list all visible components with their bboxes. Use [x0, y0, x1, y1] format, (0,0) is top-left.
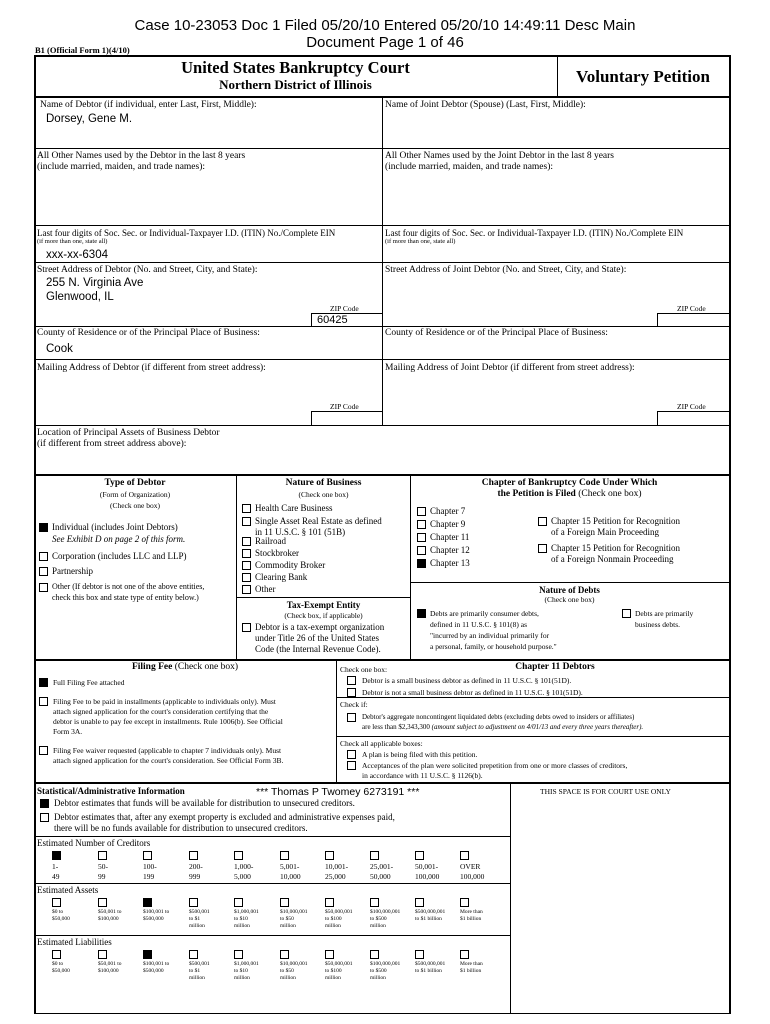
joint-mailing-zip-box — [657, 411, 730, 426]
fee-waiver-checkbox[interactable] — [39, 746, 48, 755]
creditors-option-0-checkbox[interactable] — [52, 851, 61, 860]
no-funds-line2: there will be no funds available for distribution to unsecured creditors. — [54, 823, 308, 833]
corporation-checkbox[interactable] — [39, 552, 48, 561]
creditors-option-9-text-0: OVER — [460, 862, 481, 871]
debtor-street-line1[interactable]: 255 N. Virginia Ave — [46, 277, 144, 289]
installments-line1: Filing Fee to be paid in installments (applicable to individuals only). Must — [53, 697, 276, 706]
stockbroker-label: Stockbroker — [255, 548, 299, 558]
debtor-mailing-zip-box — [311, 411, 383, 426]
liabilities-option-5-text-0: $10,000,001 — [280, 961, 308, 967]
liabilities-option-3-checkbox[interactable] — [189, 950, 198, 959]
chapter-15-main-label: Chapter 15 Petition for Recognition — [551, 516, 680, 526]
corporation-label: Corporation (includes LLC and LLP) — [52, 551, 187, 561]
assets-option-3-checkbox[interactable] — [189, 898, 198, 907]
liabilities-option-7-text-0: $100,000,001 — [370, 961, 401, 967]
assets-option-7-text-0: $100,000,001 — [370, 909, 401, 915]
ch11-check-one: Check one box: — [340, 665, 388, 674]
consumer-debts-line2: defined in 11 U.S.C. § 101(8) as — [430, 620, 528, 629]
court-district: Northern District of Illinois — [219, 77, 372, 92]
chapter-15-nonmain-label-cont: of a Foreign Nonmain Proceeding — [551, 554, 674, 564]
creditors-option-2-text-0: 100- — [143, 862, 157, 871]
installments-line2: attach signed application for the court's consideration certifying that the — [53, 707, 269, 716]
assets-option-8-checkbox[interactable] — [415, 898, 424, 907]
assets-option-6-checkbox[interactable] — [325, 898, 334, 907]
liabilities-option-4-text-2: million — [234, 975, 250, 981]
funds-available-label: Debtor estimates that funds will be available for distribution to unsecured creditors. — [54, 798, 355, 808]
liabilities-options — [0, 950, 511, 1000]
chapter-title: Chapter of Bankruptcy Code Under Which — [481, 478, 658, 488]
liabilities-option-0-text-0: $0 to — [52, 961, 64, 967]
assets-option-6-text-1: to $100 — [325, 916, 342, 922]
liabilities-option-6-checkbox[interactable] — [325, 950, 334, 959]
attorney-line: *** Thomas P Twomey 6273191 *** — [256, 786, 420, 798]
other-entity-label: Other (If debtor is not one of the above entities, — [52, 582, 205, 591]
liabilities-option-2-checkbox[interactable] — [143, 950, 152, 959]
joint-mailing-label: Mailing Address of Joint Debtor (if different from street address): — [385, 363, 635, 373]
railroad-checkbox[interactable] — [242, 537, 251, 546]
debtor-street-line2[interactable]: Glenwood, IL — [46, 291, 114, 303]
individual-label: Individual (includes Joint Debtors) — [52, 522, 178, 532]
statistical-title: Statistical/Administrative Information — [37, 786, 185, 796]
assets-option-0-checkbox[interactable] — [52, 898, 61, 907]
debtor-street-label: Street Address of Debtor (No. and Street, City, and State): — [37, 265, 258, 275]
assets-option-3-text-0: $500,001 — [189, 909, 210, 915]
chapter-12-label: Chapter 12 — [430, 545, 470, 555]
debtor-county-label: County of Residence or of the Principal Place of Business: — [37, 328, 260, 338]
chapter-15-nonmain-checkbox[interactable] — [538, 544, 547, 553]
filing-fee-title-bold: Filing Fee — [131, 662, 173, 672]
court-use-only: THIS SPACE IS FOR COURT USE ONLY — [540, 787, 671, 796]
creditors-option-0-text-1: 49 — [52, 872, 60, 881]
debtor-name-value[interactable]: Dorsey, Gene M. — [46, 113, 133, 125]
joint-ssn-note: (if more than one, state all) — [385, 238, 456, 245]
assets-option-2-checkbox[interactable] — [143, 898, 152, 907]
full-fee-checkbox[interactable] — [39, 678, 48, 687]
aggregate-debts-adjustment: (amount subject to adjustment on 4/01/13 and every three years thereafter). — [431, 723, 644, 731]
chapter-15-main-label-cont: of a Foreign Main Proceeding — [551, 527, 659, 537]
liabilities-option-4-text-0: $1,000,001 — [234, 961, 259, 967]
assets-option-6-text-2: million — [325, 923, 341, 929]
creditors-option-5-text-0: 5,001- — [280, 862, 300, 871]
other-business-label: Other — [255, 584, 276, 594]
liabilities-label: Estimated Liabilities — [37, 937, 112, 947]
creditors-option-3-text-0: 200- — [189, 862, 203, 871]
creditors-option-7-checkbox[interactable] — [370, 851, 379, 860]
plan-filed-label: A plan is being filed with this petition. — [362, 750, 478, 759]
creditors-option-1-text-1: 99 — [98, 872, 106, 881]
liabilities-option-9-checkbox[interactable] — [460, 950, 469, 959]
assets-option-1-text-0: $50,001 to — [98, 909, 122, 915]
case-header-line1: Case 10-23053 Doc 1 Filed 05/20/10 Entered 05/20/10 14:49:11 Desc Main — [134, 17, 636, 34]
no-funds-line1: Debtor estimates that, after any exempt property is excluded and administrative expenses paid, — [54, 812, 395, 822]
joint-ssn-label: Last four digits of Soc. Sec. or Individual-Taxpayer I.D. (ITIN) No./Complete EIN — [385, 228, 684, 238]
chapter-9-checkbox[interactable] — [417, 520, 426, 529]
consumer-debts-line1: Debts are primarily consumer debts, — [430, 609, 539, 618]
creditors-label: Estimated Number of Creditors — [37, 838, 151, 848]
liabilities-option-5-text-2: million — [280, 975, 296, 981]
creditors-option-6-checkbox[interactable] — [325, 851, 334, 860]
liabilities-option-1-checkbox[interactable] — [98, 950, 107, 959]
liabilities-option-9-text-1: $1 billion — [460, 968, 482, 974]
business-debts-line2: business debts. — [635, 620, 680, 629]
assets-option-7-checkbox[interactable] — [370, 898, 379, 907]
commodity-broker-checkbox[interactable] — [242, 561, 251, 570]
acceptances-line2: in accordance with 11 U.S.C. § 1126(b). — [362, 771, 483, 780]
ch11-check-if: Check if: — [340, 700, 368, 709]
ch11-check-all: Check all applicable boxes: — [340, 739, 423, 748]
nature-of-debts-sub: (Check one box) — [544, 595, 595, 604]
single-asset-checkbox[interactable] — [242, 517, 251, 526]
liabilities-option-9-text-0: More than — [460, 961, 483, 967]
debtor-ssn-label: Last four digits of Soc. Sec. or Individual-Taxpayer I.D. (ITIN) No./Complete EIN — [37, 228, 336, 238]
no-funds-checkbox[interactable] — [40, 813, 49, 822]
joint-mailing-zip-label: ZIP Code — [677, 402, 706, 411]
creditors-option-3-text-1: 999 — [189, 872, 201, 881]
chapter-7-label: Chapter 7 — [430, 506, 466, 516]
creditors-option-1-text-0: 50- — [98, 862, 108, 871]
assets-option-5-checkbox[interactable] — [280, 898, 289, 907]
installments-line3: debtor is unable to pay fee except in installments. Rule 1006(b). See Official — [53, 717, 283, 726]
aggregate-debts-checkbox[interactable] — [347, 713, 356, 722]
funds-available-checkbox[interactable] — [40, 799, 49, 808]
assets-option-0-text-0: $0 to — [52, 909, 64, 915]
installments-checkbox[interactable] — [39, 697, 48, 706]
creditors-option-2-text-1: 199 — [143, 872, 155, 881]
creditors-option-7-text-1: 50,000 — [370, 872, 391, 881]
debtor-ssn-note: (if more than one, state all) — [37, 238, 108, 245]
assets-option-2-text-1: $500,000 — [143, 916, 164, 922]
creditors-option-7-text-0: 25,001- — [370, 862, 394, 871]
ch11-title: Chapter 11 Debtors — [515, 662, 595, 672]
debtor-name-label: Name of Debtor (if individual, enter Last, First, Middle): — [40, 100, 257, 110]
creditors-option-5-text-1: 10,000 — [280, 872, 301, 881]
chapter-13-label: Chapter 13 — [430, 558, 470, 568]
assets-option-5-text-0: $10,000,001 — [280, 909, 308, 915]
filing-fee-title-note: (Check one box) — [174, 662, 239, 672]
debtor-zip-value[interactable]: 60425 — [317, 314, 348, 326]
creditors-option-6-text-0: 10,001- — [325, 862, 349, 871]
location-sublabel: (if different from street address above): — [37, 439, 187, 449]
creditors-option-6-text-1: 25,000 — [325, 872, 346, 881]
joint-zip-label: ZIP Code — [677, 304, 706, 313]
assets-option-7-text-2: million — [370, 923, 386, 929]
clearing-bank-checkbox[interactable] — [242, 573, 251, 582]
liabilities-option-6-text-2: million — [325, 975, 341, 981]
creditors-option-1-checkbox[interactable] — [98, 851, 107, 860]
liabilities-option-8-text-0: $500,000,001 — [415, 961, 446, 967]
assets-option-4-text-1: to $10 — [234, 916, 248, 922]
creditors-option-8-text-1: 100,000 — [415, 872, 440, 881]
assets-option-1-text-1: $100,000 — [98, 916, 119, 922]
tax-exempt-sub: (Check box, if applicable) — [284, 611, 363, 620]
assets-options — [0, 898, 511, 934]
debtor-other-names-sublabel: (include married, maiden, and trade names): — [37, 162, 206, 172]
chapter-15-nonmain-label: Chapter 15 Petition for Recognition — [551, 543, 680, 553]
full-fee-label: Full Filing Fee attached — [53, 678, 125, 687]
assets-option-8-text-1: to $1 billion — [415, 916, 442, 922]
fee-waiver-line2: attach signed application for the court's consideration. See Official Form 3B. — [53, 756, 284, 765]
chapter-9-label: Chapter 9 — [430, 519, 466, 529]
liabilities-option-1-text-1: $100,000 — [98, 968, 119, 974]
acceptances-checkbox[interactable] — [347, 761, 356, 770]
liabilities-option-0-checkbox[interactable] — [52, 950, 61, 959]
tax-exempt-checkbox[interactable] — [242, 623, 251, 632]
liabilities-option-4-checkbox[interactable] — [234, 950, 243, 959]
liabilities-option-7-checkbox[interactable] — [370, 950, 379, 959]
creditors-option-9-checkbox[interactable] — [460, 851, 469, 860]
debtor-mailing-label: Mailing Address of Debtor (if different from street address): — [37, 363, 266, 373]
debtor-other-names-label: All Other Names used by the Debtor in the last 8 years — [37, 151, 246, 161]
chapter-subtitle-note: (Check one box) — [578, 489, 642, 499]
type-of-debtor-title: Type of Debtor — [104, 478, 166, 488]
aggregate-debts-amount: are less than $2,343,300 — [362, 723, 430, 731]
liabilities-option-0-text-1: $50,000 — [52, 968, 70, 974]
assets-option-1-checkbox[interactable] — [98, 898, 107, 907]
debtor-mailing-zip-label: ZIP Code — [330, 402, 359, 411]
exhibit-d-note: See Exhibit D on page 2 of this form. — [52, 534, 186, 544]
liabilities-option-6-text-0: $50,000,001 — [325, 961, 353, 967]
consumer-debts-line4: a personal, family, or household purpose." — [430, 642, 557, 651]
chapter-15-main-checkbox[interactable] — [538, 517, 547, 526]
assets-option-6-text-0: $50,000,001 — [325, 909, 353, 915]
liabilities-option-7-text-1: to $500 — [370, 968, 387, 974]
partnership-label: Partnership — [52, 566, 93, 576]
assets-option-7-text-1: to $500 — [370, 916, 387, 922]
creditors-option-4-checkbox[interactable] — [234, 851, 243, 860]
single-asset-label: Single Asset Real Estate as defined — [255, 516, 382, 526]
other-entity-note: check this box and state type of entity below.) — [52, 593, 199, 602]
creditors-option-9-text-1: 100,000 — [460, 872, 485, 881]
location-label: Location of Principal Assets of Business Debtor — [37, 428, 220, 438]
clearing-bank-label: Clearing Bank — [255, 572, 308, 582]
case-header-line2: Document Page 1 of 46 — [306, 34, 464, 51]
single-asset-label-cont: in 11 U.S.C. § 101 (51B) — [255, 527, 346, 537]
creditors-option-2-checkbox[interactable] — [143, 851, 152, 860]
consumer-debts-line3: "incurred by an individual primarily for — [430, 631, 550, 640]
assets-option-3-text-1: to $1 — [189, 916, 201, 922]
debtor-ssn-value[interactable]: xxx-xx-6304 — [46, 249, 108, 261]
joint-other-names-sublabel: (include married, maiden, and trade names): — [385, 162, 554, 172]
other-business-checkbox[interactable] — [242, 585, 251, 594]
nature-of-business-sub: (Check one box) — [298, 490, 349, 499]
liabilities-option-4-text-1: to $10 — [234, 968, 248, 974]
assets-option-0-text-1: $50,000 — [52, 916, 70, 922]
installments-line4: Form 3A. — [53, 727, 83, 736]
tax-exempt-line2: under Title 26 of the United States — [255, 633, 379, 643]
partnership-checkbox[interactable] — [39, 567, 48, 576]
assets-option-4-text-0: $1,000,001 — [234, 909, 259, 915]
type-of-debtor-sub2: (Check one box) — [110, 501, 160, 510]
tax-exempt-line1: Debtor is a tax-exempt organization — [255, 622, 385, 632]
court-title: United States Bankruptcy Court — [181, 58, 410, 77]
nature-of-debts-title: Nature of Debts — [539, 585, 600, 595]
assets-option-8-text-0: $500,000,001 — [415, 909, 446, 915]
health-care-checkbox[interactable] — [242, 504, 251, 513]
creditors-option-8-checkbox[interactable] — [415, 851, 424, 860]
railroad-label: Railroad — [255, 536, 286, 546]
liabilities-option-3-text-2: million — [189, 975, 205, 981]
plan-filed-checkbox[interactable] — [347, 750, 356, 759]
assets-option-9-text-0: More than — [460, 909, 483, 915]
liabilities-option-8-text-1: to $1 billion — [415, 968, 442, 974]
chapter-13-checkbox[interactable] — [417, 559, 426, 568]
liabilities-option-3-text-1: to $1 — [189, 968, 201, 974]
chapter-11-label: Chapter 11 — [430, 532, 470, 542]
debtor-zip-label: ZIP Code — [330, 304, 359, 313]
health-care-label: Health Care Business — [255, 503, 333, 513]
chapter-subtitle-bold: the Petition is Filed — [497, 489, 576, 499]
chapter-11-checkbox[interactable] — [417, 533, 426, 542]
liabilities-option-6-text-1: to $100 — [325, 968, 342, 974]
liabilities-option-2-text-1: $500,000 — [143, 968, 164, 974]
liabilities-option-1-text-0: $50,001 to — [98, 961, 122, 967]
other-entity-checkbox[interactable] — [39, 583, 48, 592]
assets-option-3-text-2: million — [189, 923, 205, 929]
business-debts-checkbox[interactable] — [622, 609, 631, 618]
joint-other-names-label: All Other Names used by the Joint Debtor in the last 8 years — [385, 151, 615, 161]
filing-fee-title — [34, 662, 336, 672]
consumer-debts-checkbox[interactable] — [417, 609, 426, 618]
stockbroker-checkbox[interactable] — [242, 549, 251, 558]
small-business-label: Debtor is a small business debtor as defined in 11 U.S.C. § 101(51D). — [362, 676, 572, 685]
fee-waiver-line1: Filing Fee waiver requested (applicable to chapter 7 individuals only). Must — [53, 746, 282, 755]
assets-option-4-checkbox[interactable] — [234, 898, 243, 907]
acceptances-line1: Acceptances of the plan were solicited prepetition from one or more classes of creditors, — [362, 761, 628, 770]
assets-option-5-text-2: million — [280, 923, 296, 929]
liabilities-option-7-text-2: million — [370, 975, 386, 981]
assets-option-5-text-1: to $50 — [280, 916, 294, 922]
small-business-checkbox[interactable] — [347, 676, 356, 685]
joint-zip-box — [657, 313, 730, 327]
assets-label: Estimated Assets — [37, 885, 99, 895]
form-id: B1 (Official Form 1)(4/10) — [35, 45, 130, 55]
tax-exempt-title: Tax-Exempt Entity — [286, 600, 361, 610]
creditors-option-8-text-0: 50,001- — [415, 862, 439, 871]
assets-option-4-text-2: million — [234, 923, 250, 929]
assets-option-9-text-1: $1 billion — [460, 916, 482, 922]
commodity-broker-label: Commodity Broker — [255, 560, 326, 570]
type-of-debtor-sub1: (Form of Organization) — [99, 490, 171, 499]
aggregate-debts-line1: Debtor's aggregate noncontingent liquidated debts (excluding debts owed to insiders or affiliates) — [362, 713, 635, 721]
creditors-option-4-text-0: 1,000- — [234, 862, 254, 871]
liabilities-option-2-text-0: $100,001 to — [143, 961, 170, 967]
creditors-option-3-checkbox[interactable] — [189, 851, 198, 860]
liabilities-option-5-text-1: to $50 — [280, 968, 294, 974]
not-small-business-checkbox[interactable] — [347, 688, 356, 697]
chapter-7-checkbox[interactable] — [417, 507, 426, 516]
liabilities-option-8-checkbox[interactable] — [415, 950, 424, 959]
creditors-options — [0, 851, 511, 881]
creditors-option-5-checkbox[interactable] — [280, 851, 289, 860]
debtor-county-value[interactable]: Cook — [46, 343, 73, 355]
liabilities-option-5-checkbox[interactable] — [280, 950, 289, 959]
creditors-option-0-text-0: 1- — [52, 862, 59, 871]
joint-name-label: Name of Joint Debtor (Spouse) (Last, First, Middle): — [385, 100, 586, 110]
creditors-option-4-text-1: 5,000 — [234, 872, 251, 881]
assets-option-2-text-0: $100,001 to — [143, 909, 170, 915]
tax-exempt-line3: Code (the Internal Revenue Code). — [255, 644, 381, 654]
chapter-subtitle — [410, 489, 729, 499]
nature-of-business-title: Nature of Business — [285, 478, 362, 488]
joint-county-label: County of Residence or of the Principal Place of Business: — [385, 328, 608, 338]
not-small-business-label: Debtor is not a small business debtor as defined in 11 U.S.C. § 101(51D). — [362, 688, 583, 697]
individual-checkbox[interactable] — [39, 523, 48, 532]
business-debts-line1: Debts are primarily — [635, 609, 694, 618]
chapter-12-checkbox[interactable] — [417, 546, 426, 555]
petition-title: Voluntary Petition — [576, 67, 710, 86]
joint-street-label: Street Address of Joint Debtor (No. and Street, City, and State): — [385, 265, 627, 275]
assets-option-9-checkbox[interactable] — [460, 898, 469, 907]
aggregate-debts-line2 — [362, 723, 643, 732]
liabilities-option-3-text-0: $500,001 — [189, 961, 210, 967]
